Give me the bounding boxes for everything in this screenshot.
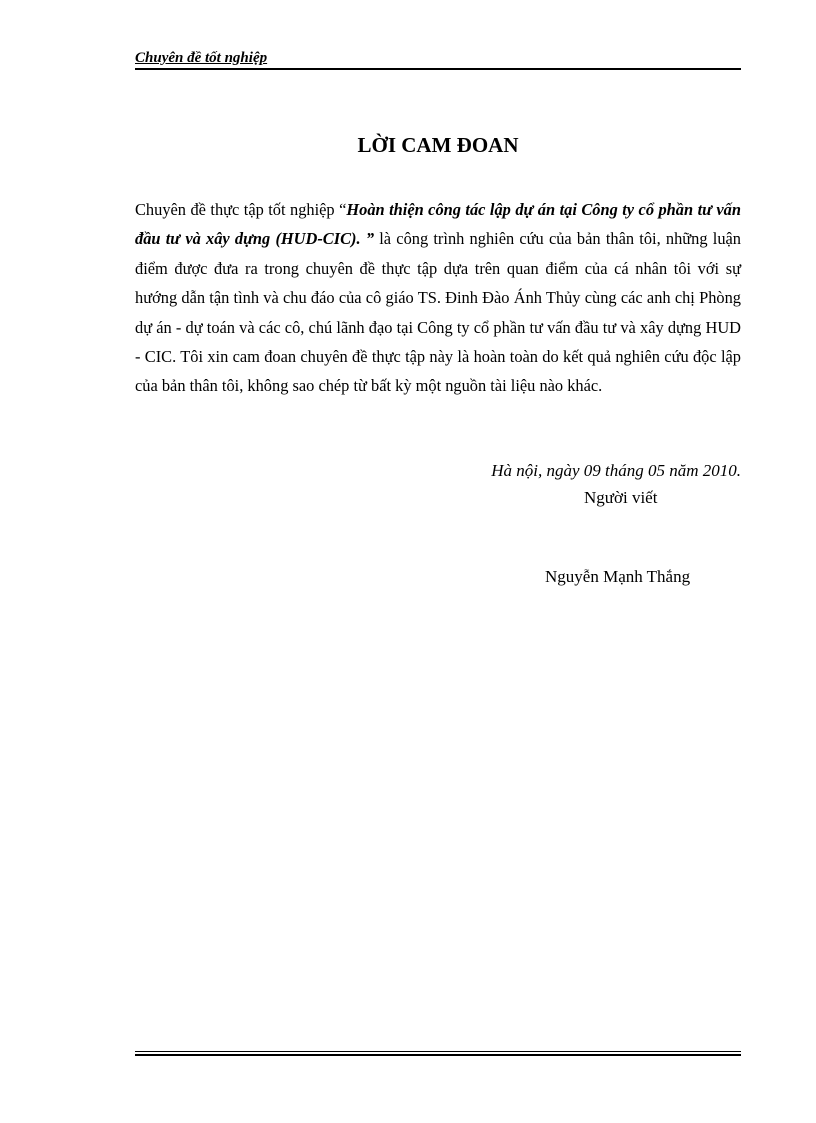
paragraph-rest: là công trình nghiên cứu của bản thân tôi, những luận điểm được đưa ra trong chuyên đề thực tập dựa trên quan điểm của cá nhân tôi với sự hướng dẫn tận tình và chu đáo của cô giáo TS. Đinh Đào Ánh Thủy cùng các anh chị Phòng dự án - dự toán và các cô, chú lãnh đạo tại Công ty cổ phần tư vấn đầu tư và xây dựng HUD - CIC. Tôi xin cam đoan chuyên đề thực tập này là hoàn toàn do kết quả nghiên cứu độc lập của bản thân tôi, không sao chép từ bất kỳ một nguồn tài liệu nào khác.: [135, 229, 741, 396]
header-title: Chuyên đề tốt nghiệp: [135, 50, 268, 66]
page-title: LỜI CAM ĐOAN: [357, 133, 519, 157]
footer-divider: [135, 1051, 741, 1056]
writer-name: Nguyễn Mạnh Thắng: [545, 567, 691, 586]
page-header: [135, 50, 741, 70]
place-and-date: Hà nội, ngày 09 tháng 05 năm 2010.: [491, 461, 741, 480]
thesis-topic: Hoàn thiện công tác lập dự án tại Công ty cổ phần tư vấn đầu tư và xây dựng (HUD-CIC). ”: [135, 200, 741, 249]
declaration-paragraph: [135, 195, 741, 401]
writer-label: Người viết: [584, 488, 658, 507]
paragraph-intro: Chuyên đề thực tập tốt nghiệp “: [135, 200, 347, 219]
